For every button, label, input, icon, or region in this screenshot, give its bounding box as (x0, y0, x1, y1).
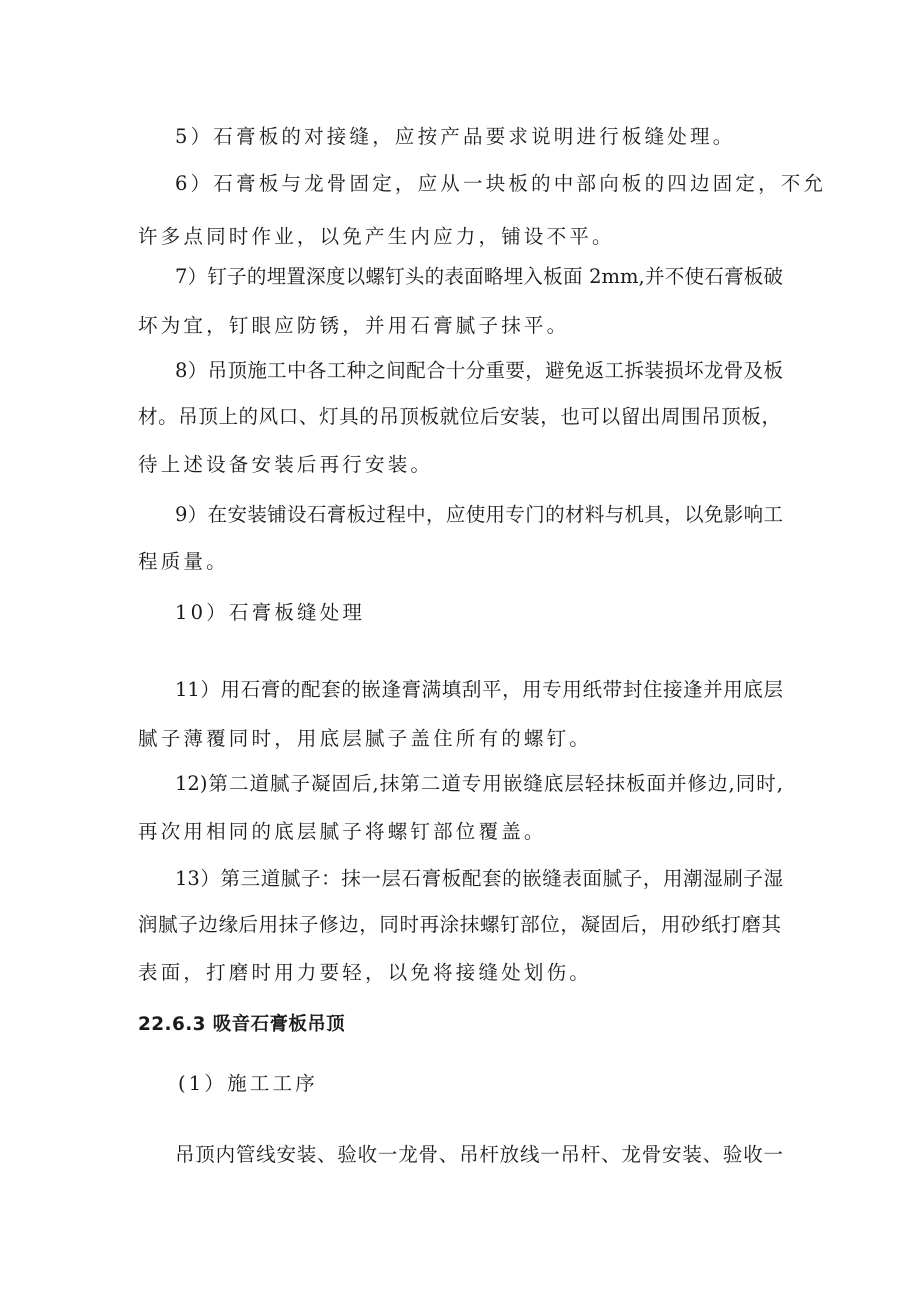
paragraph-13-line-2: 润腻子边缘后用抹子修边，同时再涂抹螺钉部位，凝固后，用砂纸打磨其 (138, 913, 781, 936)
paragraph-11-line-2: 腻子薄覆同时，用底层腻子盖住所有的螺钉。 (138, 727, 593, 750)
paragraph-7-line-2: 坏为宜，钉眼应防锈，并用石膏腻子抹平。 (138, 314, 570, 337)
paragraph-11-line-1: 11）用石膏的配套的嵌逢膏满填刮平，用专用纸带封住接逢并用底层 (175, 678, 783, 701)
paragraph-12-line-2: 再次用相同的底层腻子将螺钉部位覆盖。 (138, 820, 547, 843)
paragraph-12-line-1: 12)第二道腻子凝固后,抹第二道专用嵌缝底层轻抹板面并修边,同时, (175, 772, 783, 795)
paragraph-6-line-1: 6）石膏板与龙骨固定，应从一块板的中部向板的四边固定，不允 (175, 172, 827, 195)
paragraph-8-line-3: 待上述设备安装后再行安装。 (138, 453, 434, 476)
step-heading: (1）施工工序 (178, 1072, 318, 1095)
process-line: 吊顶内管线安装、验收一龙骨、吊杆放线一吊杆、龙骨安装、验收一 (175, 1143, 783, 1166)
paragraph-7-line-1: 7）钉子的埋置深度以螺钉头的表面略埋入板面 2mm,并不使石膏板破 (175, 265, 783, 288)
paragraph-5-line-1: 5）石膏板的对接缝，应按产品要求说明进行板缝处理。 (175, 125, 736, 148)
paragraph-8-line-2: 材。吊顶上的风口、灯具的吊顶板就位后安装，也可以留出周围吊顶板， (138, 405, 781, 428)
paragraph-6-line-2: 许多点同时作业，以免产生内应力，铺设不平。 (138, 225, 615, 248)
paragraph-10: 10）石膏板缝处理 (175, 601, 366, 624)
paragraph-9-line-2: 程质量。 (138, 550, 229, 573)
section-heading: 22.6.3 吸音石膏板吊顶 (138, 1014, 346, 1035)
paragraph-9-line-1: 9）在安装铺设石膏板过程中，应使用专门的材料与机具，以免影响工 (175, 503, 783, 526)
paragraph-8-line-1: 8）吊顶施工中各工种之间配合十分重要，避免返工拆装损坏龙骨及板 (175, 359, 783, 382)
paragraph-13-line-3: 表面，打磨时用力要轻，以免将接缝处划伤。 (138, 961, 593, 984)
paragraph-13-line-1: 13）第三道腻子：抹一层石膏板配套的嵌缝表面腻子，用潮湿刷子湿 (175, 867, 783, 890)
